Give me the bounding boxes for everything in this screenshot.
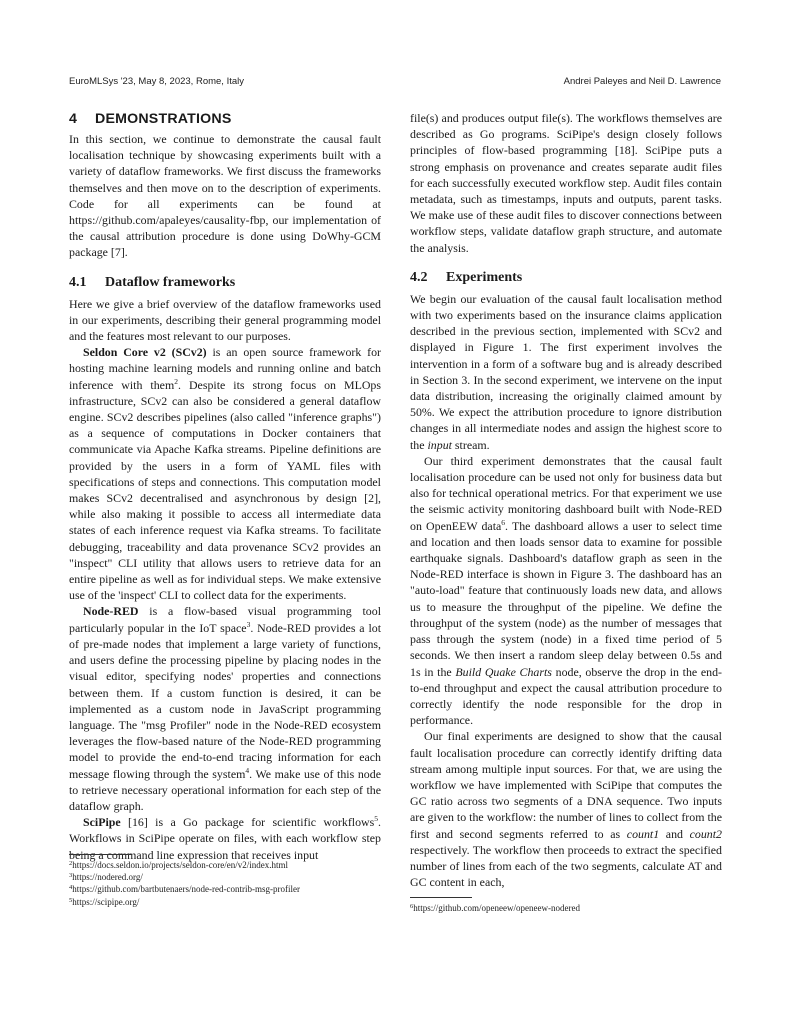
section-title: DEMONSTRATIONS [95,111,232,127]
footnote-link[interactable]: https://nodered.org/ [72,872,143,883]
nodered-text-c: . We make use of this node to retrieve necessary operational information for each step of the dataflow graph. [69,766,381,813]
scipipe-continuation-paragraph: file(s) and produces output file(s). The workflows themselves are described as Go programs. SciPipe's design closely follows principles of flow-based programming [18]. SciPipe puts a strong emphasis on provenance and creates separate audit files for each successfully executed workflow step. Audit files contain metadata, such as timestamps, inputs and outputs, parent tasks. We make use of these audit files to discover connections between workflow steps, validate dataflow graph structure, and automate the analysis. [410,111,722,255]
left-column [69,110,381,863]
exp3-emphasis-count2: count2 [689,826,722,841]
footnotes-left [69,854,381,908]
scipipe-text-b: . Workflows in SciPipe operate on files, with each workflow step being a command line expression that receives input [69,815,381,862]
subsection-title: Dataflow frameworks [105,274,236,290]
footnote-link[interactable]: https://scipipe.org/ [72,896,140,907]
footnote-item [69,871,381,883]
footnote-item [69,883,381,895]
footnote-mark: 4 [69,884,73,892]
seldon-text-b: . Despite its strong focus on MLOps infrastructure, SCv2 can also be considered a general dataflow engine. SCv2 describes pipelines (also called "inference graphs") as a sequence of computations in Docker containers that communicate via Apache Kafka streams. Pipeline definitions are provided by the users in a form of YAML files with specifications of steps and connections. This computation model makes SCv2 decentralised and asynchronous by design [2], while also making it possible to access all intermediate data states of each inference request via Kafka streams. To facilitate debugging, traceability and data provenance SCv2 provides an "inspect" CLI utility that allows users to retrieve data for an entire pipeline as well as for individual steps. We make extensive use of the 'inspect' CLI to collect data for the experiments. [69,377,382,603]
exp2-text-c: node, observe the drop in the end-to-end throughput and expect the causal attribution procedure to correctly identify the node responsible for the drop in performance. [410,664,722,728]
footnote-rule [69,854,131,855]
exp3-emphasis-count1: count1 [626,826,660,841]
footnote-link[interactable]: https://github.com/bartbutenaers/node-red-contrib-msg-profiler [72,884,300,895]
section-intro-paragraph: In this section, we continue to demonstrate the causal fault localisation technique by showcasing experiments built with a variety of dataflow frameworks. We first discuss the frameworks themselves and then move on to the description of experiments. Code for all experiments can be found at https://github.com/apaleyes/causality-fbp, our implementation of the causal attribution procedure is done using DoWhy-GCM package [7]. [69,132,381,260]
header-authors: Andrei Paleyes and Neil D. Lawrence [563,76,721,87]
scipipe-run-in: SciPipe [83,815,121,830]
nodered-text-b: . Node-RED provides a lot of pre-made nodes that implement a large variety of functions, and users define the processing pipeline by placing nodes in the visual editor, specifying nodes' properties and connections between them. If a custom function is desired, it can be implemented as a custom node in JavaScript programming language. The "msg Profiler" node in the Node-RED ecosystem leverages the flow-based nature of the Node-RED programming model to provide the end-to-end tracing information for each message flowing through the system [69,620,382,781]
experiments-paragraph-2 [410,453,722,728]
right-column [410,110,722,890]
nodered-text-a: is a flow-based visual programming tool particularly popular in the IoT space [69,604,381,635]
section-heading [69,110,381,128]
seldon-paragraph [69,344,381,603]
scipipe-text-a: [16] is a Go package for scientific workflows [120,815,375,830]
subsection-title: Experiments [446,269,523,285]
footnote-ref-6: 6 [501,517,506,527]
nodered-paragraph [69,603,381,814]
seldon-text-a: is an open source framework for hosting machine learning models and running online and batch inference with them [69,345,381,392]
exp1-text-a: We begin our evaluation of the causal fault localisation method with two experiments based on the insurance claims application described in the previous section, implemented with SCv2 and displayed in Figure 1. The first experiment involves the intervention in a form of a software bug and is already described in Section 3. In the second experiment, we intervene on the input data distribution, increasing the originally claimed amount by 50%. We expect the attribution procedure to ignore distribution changes in all intermediate nodes and assign the highest score to the [410,291,722,452]
exp1-emphasis: input [427,437,452,452]
exp2-emphasis: Build Quake Charts [455,664,552,679]
footnote-mark: 6 [410,903,414,910]
subsection-heading-dataflow [69,274,381,292]
exp3-text-a: Our final experiments are designed to show that the causal fault localisation procedure can correctly identify drifting data stream among multiple input sources. For that, we are using the workflow we have implemented with SciPipe that computes the GC ratio across two segments of a DNA sequence. Two inputs are given to the workflow: the number of lines to collect from the first and second segments referred to as [410,729,722,841]
dataflow-intro-paragraph: Here we give a brief overview of the dataflow frameworks used in our experiments, describing their general programming model and the features most relevant to our purposes. [69,296,381,344]
subsection-number: 4.2 [410,269,428,285]
exp3-and: and [659,826,690,841]
header-venue: EuroMLSys '23, May 8, 2023, Rome, Italy [69,76,245,87]
nodered-run-in: Node-RED [83,604,139,619]
footnotes-right [410,897,722,914]
exp2-text-b: . The dashboard allows a user to select time and location and then loads sensor data to examine for possible earthquake signals. Dashboard's dataflow graph as seen in the Node-RED interface is shown in Figure 3. The dashboard has an "auto-load" feature that continuously loads new data, and allows us to measure the throughput of the pipeline. We define the throughput of the system (node) as the number of messages that pass through the system (node) in a fixed time period of 5 seconds. We then insert a random sleep delay between 0.5s and 1s in the [410,518,722,679]
experiments-paragraph-1 [410,291,722,453]
experiments-paragraph-3 [410,728,722,890]
footnote-rule [410,897,472,898]
footnote-mark: 5 [69,896,73,904]
subsection-number: 4.1 [69,274,87,290]
footnote-ref-3: 3 [246,619,251,629]
footnote-item [69,859,381,871]
footnote-ref-4: 4 [245,765,250,775]
subsection-heading-experiments [410,269,722,287]
footnote-link[interactable]: https://docs.seldon.io/projects/seldon-core/en/v2/index.html [72,860,288,870]
footnote-ref-5: 5 [374,814,379,824]
footnote-link[interactable]: https://github.com/openeew/openeew-nodered [413,903,580,913]
exp1-text-b: stream. [451,437,490,452]
section-number: 4 [69,111,78,127]
footnote-mark: 3 [69,872,73,880]
exp2-text-a: Our third experiment demonstrates that the causal fault localisation procedure can be used not only for business data but also for technical operational metrics. For that experiment we use the seismic activity monitoring dashboard built with Node-RED on OpenEEW data [410,453,722,533]
seldon-run-in: Seldon Core v2 (SCv2) [83,345,207,360]
exp3-text-b: respectively. The workflow then proceeds to extract the specified number of lines from each of the two segments, calculate AT and GC content in each, [410,842,722,890]
footnote-item [410,902,722,914]
footnote-mark: 2 [69,860,73,867]
running-header [69,76,721,90]
footnote-ref-2: 2 [174,376,178,386]
footnote-item [69,896,381,908]
